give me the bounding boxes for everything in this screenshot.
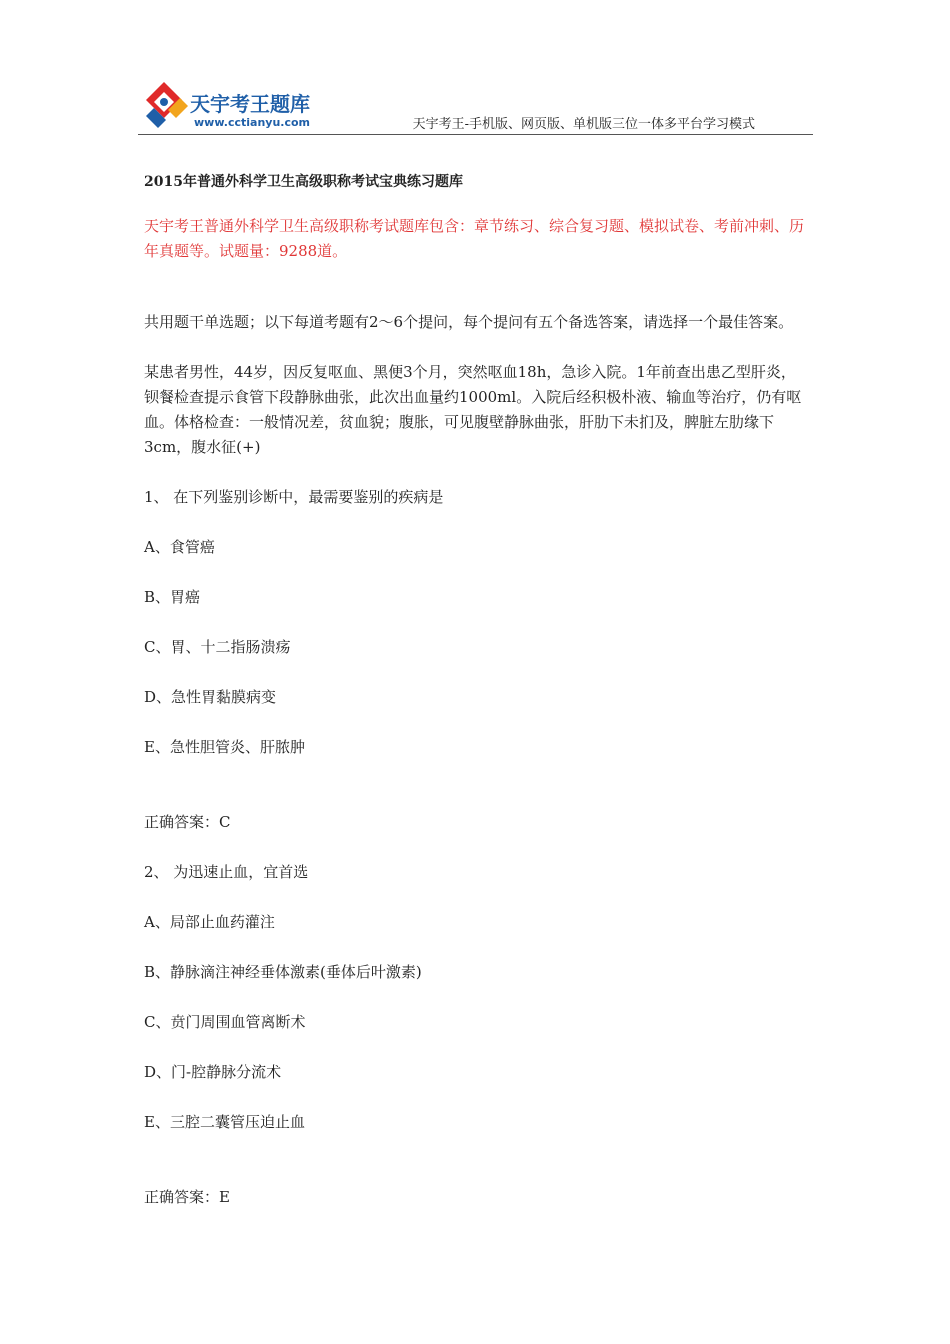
option-e: E、三腔二囊管压迫止血 — [144, 1113, 305, 1131]
logo-icon — [144, 80, 192, 132]
logo — [144, 80, 334, 132]
question-2 — [144, 860, 810, 1210]
option-c: C、贲门周围血管离断术 — [144, 1013, 306, 1031]
question-stem: 1、 在下列鉴别诊断中，最需要鉴别的疾病是 — [144, 488, 444, 506]
correct-answer: 正确答案：C — [144, 813, 231, 831]
question-instruction: 共用题干单选题；以下每道考题有2～6个提问，每个提问有五个备选答案，请选择一个最佳答案。 — [144, 313, 794, 331]
question-stem: 2、 为迅速止血，宜首选 — [144, 863, 309, 881]
document-title: 2015年普通外科学卫生高级职称考试宝典练习题库 — [144, 174, 463, 190]
document-body — [144, 172, 810, 1235]
option-d: D、门-腔静脉分流术 — [144, 1063, 282, 1081]
case-description: 某患者男性，44岁，因反复呕血、黑便3个月，突然呕血18h，急诊入院。1年前查出患乙型肝炎，钡餐检查提示食管下段静脉曲张，此次出血量约1000ml。入院后经积极朴液、输血等治疗，仍有呕血。体格检查：一般情况差，贫血貌；腹胀，可见腹壁静脉曲张，肝肋下未扪及，脾脏左肋缘下3cm，腹水征(+) — [144, 363, 802, 456]
logo-url: www.cctianyu.com — [194, 116, 311, 129]
option-c: C、胃、十二指肠溃疡 — [144, 638, 291, 656]
option-d: D、急性胃黏膜病变 — [144, 688, 277, 706]
option-e: E、急性胆管炎、肝脓肿 — [144, 738, 305, 756]
header-tagline: 天宇考王-手机版、网页版、单机版三位一体多平台学习模式 — [412, 117, 755, 132]
logo-name: 天宇考王题库 — [190, 92, 310, 116]
intro-text: 天宇考王普通外科学卫生高级职称考试题库包含：章节练习、综合复习题、模拟试卷、考前冲刺、历年真题等。试题量：9288道。 — [144, 217, 805, 260]
page-header — [138, 78, 813, 135]
option-a: A、食管癌 — [144, 538, 215, 556]
correct-answer: 正确答案：E — [144, 1188, 230, 1206]
question-1 — [144, 485, 810, 835]
option-a: A、局部止血药灌注 — [144, 913, 275, 931]
option-b: B、胃癌 — [144, 588, 201, 606]
option-b: B、静脉滴注神经垂体激素(垂体后叶激素) — [144, 963, 422, 981]
